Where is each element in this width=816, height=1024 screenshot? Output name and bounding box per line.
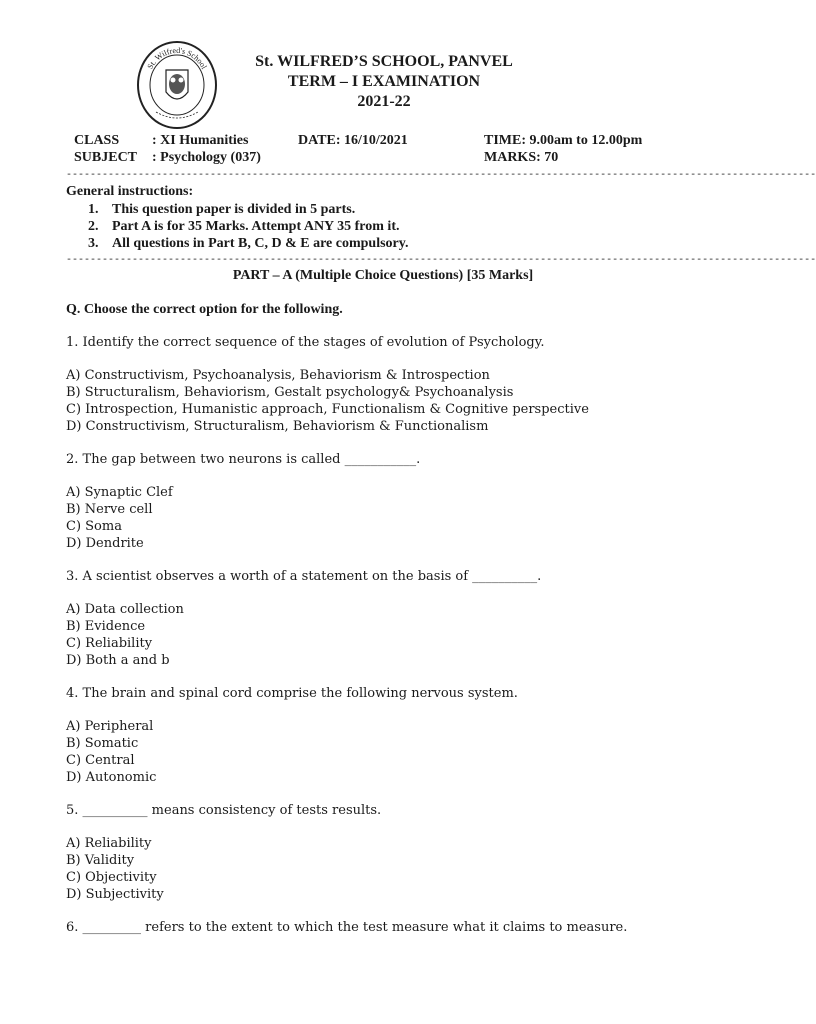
separator-line: ----------------------------------------------------------------------------------------------------------------------------- [66, 255, 816, 266]
question-text: 2. The gap between two neurons is called ___________. [66, 452, 421, 467]
option-a: A) Peripheral [66, 719, 154, 734]
instruction-number: 1. [88, 202, 99, 217]
question-text: 4. The brain and spinal cord comprise the following nervous system. [66, 686, 518, 701]
option-c: C) Introspection, Humanistic approach, Functionalism & Cognitive perspective [66, 402, 589, 417]
question-4 [66, 685, 706, 786]
exam-time: TIME: 9.00am to 12.00pm [484, 133, 643, 148]
option-d: D) Dendrite [66, 536, 144, 551]
exam-date: DATE: 16/10/2021 [298, 133, 408, 148]
instruction-item [88, 201, 408, 218]
instructions-heading: General instructions: [66, 184, 194, 199]
option-c: C) Reliability [66, 636, 153, 651]
exam-year: 2021-22 [357, 93, 411, 110]
exam-title: TERM – I EXAMINATION [287, 73, 481, 90]
question-text: 6. _________ refers to the extent to which the test measure what it claims to measure. [66, 920, 628, 935]
question-2 [66, 451, 706, 552]
question-5 [66, 802, 706, 903]
option-b: B) Nerve cell [66, 502, 153, 517]
part-a-title: PART – A (Multiple Choice Questions) [35 Marks] [232, 268, 534, 283]
option-c: C) Central [66, 753, 135, 768]
subject-label: SUBJECT [74, 150, 138, 165]
question-1 [66, 334, 706, 435]
school-header [200, 52, 568, 112]
subject-value: : Psychology (037) [152, 150, 261, 165]
question-text: 1. Identify the correct sequence of the stages of evolution of Psychology. [66, 335, 545, 350]
option-b: B) Evidence [66, 619, 146, 634]
question-6 [66, 919, 706, 936]
option-b: B) Somatic [66, 736, 139, 751]
option-b: B) Structuralism, Behaviorism, Gestalt psychology& Psychoanalysis [66, 385, 514, 400]
option-c: C) Objectivity [66, 870, 157, 885]
option-d: D) Constructivism, Structuralism, Behaviorism & Functionalism [66, 419, 489, 434]
question-text: 5. __________ means consistency of tests results. [66, 803, 382, 818]
instruction-item [88, 235, 408, 252]
option-c: C) Soma [66, 519, 122, 534]
separator-line: ----------------------------------------------------------------------------------------------------------------------------- [66, 170, 816, 181]
option-a: A) Data collection [66, 602, 184, 617]
instruction-text: Part A is for 35 Marks. Attempt ANY 35 from it. [112, 219, 400, 234]
option-d: D) Both a and b [66, 653, 170, 668]
question-text: 3. A scientist observes a worth of a statement on the basis of __________. [66, 569, 542, 584]
exam-marks: MARKS: 70 [484, 150, 559, 165]
class-value: : XI Humanities [152, 133, 249, 148]
question-list [66, 334, 706, 952]
option-d: D) Subjectivity [66, 887, 164, 902]
instructions-list [88, 201, 408, 252]
option-b: B) Validity [66, 853, 135, 868]
option-a: A) Constructivism, Psychoanalysis, Behaviorism & Introspection [66, 368, 490, 383]
instruction-number: 2. [88, 219, 99, 234]
question-3 [66, 568, 706, 669]
instruction-item [88, 218, 408, 235]
class-label: CLASS [74, 133, 120, 148]
option-d: D) Autonomic [66, 770, 157, 785]
logo-lettering: St. Wilfred's School [145, 45, 209, 71]
instruction-text: All questions in Part B, C, D & E are compulsory. [112, 236, 409, 251]
option-a: A) Synaptic Clef [66, 485, 173, 500]
option-a: A) Reliability [66, 836, 152, 851]
instruction-number: 3. [88, 236, 99, 251]
instruction-text: This question paper is divided in 5 parts. [112, 202, 356, 217]
question-directive: Q. Choose the correct option for the following. [66, 302, 343, 317]
school-name: St. WILFRED’S SCHOOL, PANVEL [255, 53, 513, 70]
